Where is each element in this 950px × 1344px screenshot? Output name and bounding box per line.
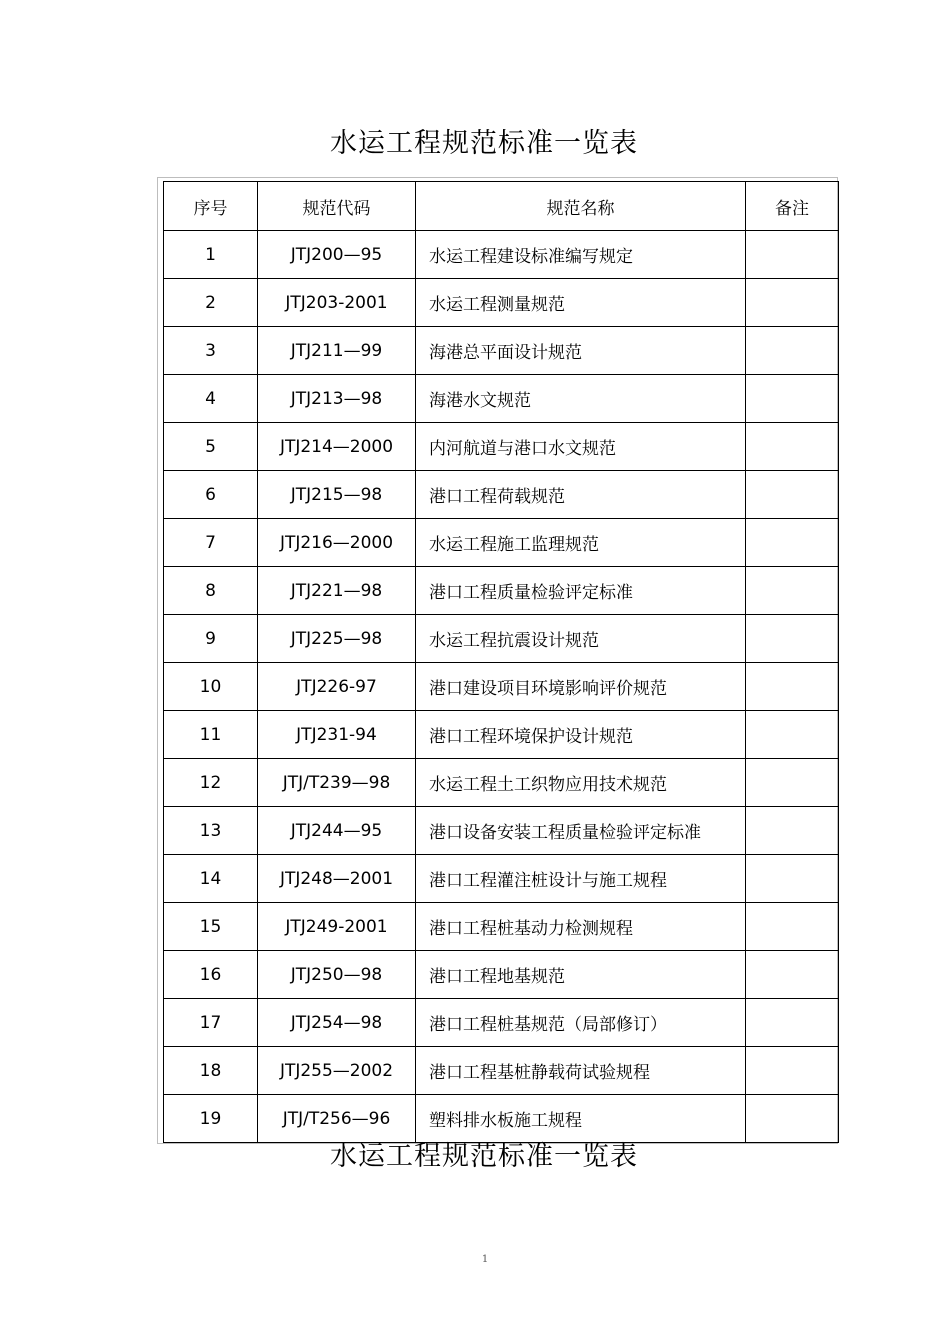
cell-serial-no: 15: [164, 903, 258, 951]
cell-spec-code: JTJ244—95: [258, 807, 416, 855]
cell-remarks: [746, 855, 839, 903]
cell-spec-code: JTJ255—2002: [258, 1047, 416, 1095]
cell-spec-name: 水运工程土工织物应用技术规范: [416, 759, 746, 807]
cell-spec-name: 海港总平面设计规范: [416, 327, 746, 375]
cell-spec-name: 港口工程荷载规范: [416, 471, 746, 519]
cell-serial-no: 9: [164, 615, 258, 663]
cell-remarks: [746, 279, 839, 327]
cell-spec-name: 水运工程施工监理规范: [416, 519, 746, 567]
cell-serial-no: 8: [164, 567, 258, 615]
cell-remarks: [746, 759, 839, 807]
cell-serial-no: 3: [164, 327, 258, 375]
table-row: [164, 951, 839, 999]
cell-spec-name: 港口工程环境保护设计规范: [416, 711, 746, 759]
cell-serial-no: 4: [164, 375, 258, 423]
table-row: [164, 567, 839, 615]
cell-spec-code: JTJ221—98: [258, 567, 416, 615]
cell-spec-code: JTJ203-2001: [258, 279, 416, 327]
table-row: [164, 615, 839, 663]
header-spec-code: 规范代码: [258, 182, 416, 231]
cell-serial-no: 10: [164, 663, 258, 711]
cell-serial-no: 2: [164, 279, 258, 327]
cell-spec-code: JTJ226-97: [258, 663, 416, 711]
cell-remarks: [746, 807, 839, 855]
cell-spec-name: 港口工程桩基规范（局部修订）: [416, 999, 746, 1047]
cell-remarks: [746, 471, 839, 519]
cell-spec-code: JTJ254—98: [258, 999, 416, 1047]
cell-spec-code: JTJ216—2000: [258, 519, 416, 567]
cell-serial-no: 12: [164, 759, 258, 807]
cell-serial-no: 6: [164, 471, 258, 519]
page-number: 1: [481, 1254, 489, 1265]
table-row: [164, 711, 839, 759]
cell-remarks: [746, 231, 839, 279]
table-row: [164, 807, 839, 855]
table-header-row: [164, 182, 839, 231]
cell-spec-name: 水运工程测量规范: [416, 279, 746, 327]
cell-spec-code: JTJ211—99: [258, 327, 416, 375]
cell-spec-name: 水运工程建设标准编写规定: [416, 231, 746, 279]
cell-spec-name: 港口建设项目环境影响评价规范: [416, 663, 746, 711]
cell-spec-name: 内河航道与港口水文规范: [416, 423, 746, 471]
table-row: [164, 327, 839, 375]
table-row: [164, 279, 839, 327]
page-title: 水运工程规范标准一览表: [330, 128, 638, 159]
table-row: [164, 759, 839, 807]
cell-spec-code: JTJ250—98: [258, 951, 416, 999]
table-row: [164, 231, 839, 279]
cell-remarks: [746, 711, 839, 759]
cell-spec-code: JTJ225—98: [258, 615, 416, 663]
cell-remarks: [746, 519, 839, 567]
cell-spec-name: 水运工程抗震设计规范: [416, 615, 746, 663]
cell-spec-code: JTJ231-94: [258, 711, 416, 759]
cell-spec-code: JTJ213—98: [258, 375, 416, 423]
cell-remarks: [746, 999, 839, 1047]
cell-spec-name: 港口工程质量检验评定标准: [416, 567, 746, 615]
cell-spec-code: JTJ200—95: [258, 231, 416, 279]
cell-remarks: [746, 615, 839, 663]
cell-serial-no: 11: [164, 711, 258, 759]
cell-spec-name: 港口工程地基规范: [416, 951, 746, 999]
table-row: [164, 855, 839, 903]
cell-spec-code: JTJ214—2000: [258, 423, 416, 471]
cell-remarks: [746, 1047, 839, 1095]
table-row: [164, 1047, 839, 1095]
cell-spec-code: JTJ/T239—98: [258, 759, 416, 807]
table-body: [164, 231, 839, 1143]
cell-serial-no: 16: [164, 951, 258, 999]
standards-table: [163, 181, 839, 1143]
cell-spec-name: 塑料排水板施工规程: [416, 1095, 746, 1143]
cell-remarks: [746, 951, 839, 999]
cell-spec-name: 港口工程基桩静载荷试验规程: [416, 1047, 746, 1095]
header-remarks: 备注: [746, 182, 839, 231]
cell-spec-name: 港口设备安装工程质量检验评定标准: [416, 807, 746, 855]
cell-serial-no: 7: [164, 519, 258, 567]
cell-spec-name: 港口工程桩基动力检测规程: [416, 903, 746, 951]
cell-serial-no: 5: [164, 423, 258, 471]
cell-serial-no: 1: [164, 231, 258, 279]
cell-spec-code: JTJ215—98: [258, 471, 416, 519]
table-row: [164, 375, 839, 423]
header-spec-name: 规范名称: [416, 182, 746, 231]
cell-spec-code: JTJ249-2001: [258, 903, 416, 951]
table-row: [164, 663, 839, 711]
cell-remarks: [746, 375, 839, 423]
repeated-page-title: 水运工程规范标准一览表: [330, 1141, 638, 1172]
cell-serial-no: 17: [164, 999, 258, 1047]
header-serial-no: 序号: [164, 182, 258, 231]
cell-remarks: [746, 663, 839, 711]
cell-spec-code: JTJ/T256—96: [258, 1095, 416, 1143]
table-row: [164, 999, 839, 1047]
table-row: [164, 903, 839, 951]
cell-spec-code: JTJ248—2001: [258, 855, 416, 903]
table-row: [164, 519, 839, 567]
table-row: [164, 471, 839, 519]
cell-spec-name: 海港水文规范: [416, 375, 746, 423]
cell-serial-no: 14: [164, 855, 258, 903]
table-row: [164, 423, 839, 471]
cell-remarks: [746, 567, 839, 615]
cell-spec-name: 港口工程灌注桩设计与施工规程: [416, 855, 746, 903]
cell-remarks: [746, 903, 839, 951]
cell-remarks: [746, 327, 839, 375]
cell-serial-no: 13: [164, 807, 258, 855]
cell-remarks: [746, 423, 839, 471]
cell-serial-no: 18: [164, 1047, 258, 1095]
cell-serial-no: 19: [164, 1095, 258, 1143]
